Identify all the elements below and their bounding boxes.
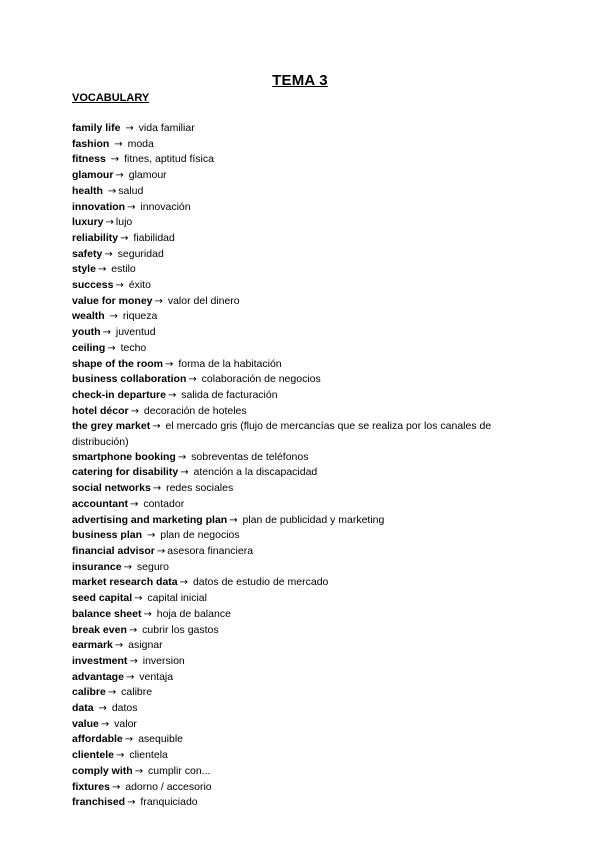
vocabulary-term: accountant <box>72 497 129 510</box>
vocabulary-entry <box>72 341 532 357</box>
vocabulary-entry <box>72 481 532 497</box>
arrow-icon: → <box>125 671 135 683</box>
arrow-icon: → <box>109 311 118 323</box>
arrow-icon: → <box>97 264 107 276</box>
vocabulary-term: catering for disability <box>72 466 179 479</box>
vocabulary-entry <box>72 372 532 388</box>
vocabulary-term: ceiling <box>72 341 106 354</box>
vocabulary-term: style <box>72 263 96 276</box>
vocabulary-translation: techo <box>117 341 147 354</box>
vocabulary-term: advertising and marketing plan <box>72 513 228 526</box>
vocabulary-term: balance sheet <box>72 607 142 620</box>
vocabulary-term: fashion <box>72 137 113 150</box>
arrow-icon: → <box>114 640 124 652</box>
arrow-icon: → <box>107 342 116 354</box>
arrow-icon: → <box>107 185 117 197</box>
vocabulary-translation: datos <box>108 702 138 715</box>
vocabulary-entry <box>72 780 532 796</box>
arrow-icon: → <box>110 154 120 166</box>
vocabulary-entry <box>72 591 532 607</box>
vocabulary-translation: salud <box>118 184 144 197</box>
vocabulary-term: glamour <box>72 169 114 182</box>
vocabulary-term: earmark <box>72 639 113 652</box>
arrow-icon: → <box>127 201 136 213</box>
vocabulary-translation: asesora financiera <box>167 544 254 557</box>
arrow-icon: → <box>134 765 144 777</box>
vocabulary-translation: éxito <box>125 279 151 292</box>
vocabulary-entry <box>72 357 532 373</box>
vocabulary-entry <box>72 607 532 623</box>
arrow-icon: → <box>115 280 124 292</box>
vocabulary-translation: capital inicial <box>144 592 207 605</box>
arrow-icon: → <box>152 483 162 495</box>
vocabulary-term: value <box>72 717 99 730</box>
vocabulary-entry <box>72 748 532 764</box>
arrow-icon: → <box>146 530 156 542</box>
vocabulary-translation: cumplir con... <box>145 764 211 777</box>
arrow-icon: → <box>167 389 177 401</box>
vocabulary-entry <box>72 152 532 168</box>
vocabulary-term: market research data <box>72 576 178 589</box>
vocabulary-translation: estilo <box>108 263 136 276</box>
vocabulary-entry <box>72 200 532 216</box>
vocabulary-term: insurance <box>72 560 122 573</box>
vocabulary-term: data <box>72 702 97 715</box>
vocabulary-translation: sobreventas de teléfonos <box>188 450 309 463</box>
vocabulary-translation: innovación <box>137 200 191 213</box>
vocabulary-entry <box>72 764 532 780</box>
vocabulary-term: innovation <box>72 200 126 213</box>
vocabulary-entry <box>72 247 532 263</box>
vocabulary-translation: valor <box>111 717 137 730</box>
arrow-icon: → <box>115 170 124 182</box>
vocabulary-term: hotel décor <box>72 404 129 417</box>
vocabulary-translation: decoración de hoteles <box>140 404 247 417</box>
vocabulary-translation: redes sociales <box>163 482 234 495</box>
vocabulary-term: business plan <box>72 529 145 542</box>
arrow-icon: → <box>124 734 134 746</box>
arrow-icon: → <box>130 498 139 510</box>
vocabulary-translation: colaboración de negocios <box>198 373 321 386</box>
vocabulary-translation: ventaja <box>136 670 174 683</box>
vocabulary-term: health <box>72 184 106 197</box>
arrow-icon: → <box>100 718 110 730</box>
arrow-icon: → <box>120 232 129 244</box>
vocabulary-translation: lujo <box>115 216 133 229</box>
vocabulary-term: franchised <box>72 796 126 809</box>
arrow-icon: → <box>98 703 107 715</box>
vocabulary-entry <box>72 168 532 184</box>
arrow-icon: → <box>111 781 121 793</box>
vocabulary-translation: plan de negocios <box>157 529 240 542</box>
vocabulary-entry <box>72 670 532 686</box>
vocabulary-term: youth <box>72 326 101 339</box>
vocabulary-entry <box>72 717 532 733</box>
vocabulary-translation: atención a la discapacidad <box>190 466 318 479</box>
arrow-icon: → <box>143 608 152 620</box>
vocabulary-entry <box>72 701 532 717</box>
vocabulary-translation: el mercado gris (flujo de mercancías que se realiza por los canales de distribución) <box>72 420 492 449</box>
vocabulary-translation: franquiciado <box>137 796 198 809</box>
vocabulary-term: family life <box>72 122 124 134</box>
arrow-icon: → <box>180 467 189 479</box>
arrow-icon: → <box>128 624 138 636</box>
vocabulary-term: shape of the room <box>72 357 164 370</box>
vocabulary-entry <box>72 137 532 153</box>
vocabulary-translation: calibre <box>118 686 153 699</box>
vocabulary-term: investment <box>72 654 128 667</box>
vocabulary-translation: seguro <box>134 560 170 573</box>
arrow-icon: → <box>156 545 166 557</box>
arrow-icon: → <box>107 687 117 699</box>
vocabulary-term: social networks <box>72 482 151 495</box>
vocabulary-term: reliability <box>72 231 119 244</box>
vocabulary-translation: asequible <box>135 733 184 746</box>
vocabulary-entry <box>72 560 532 576</box>
arrow-icon: → <box>177 451 187 463</box>
arrow-icon: → <box>129 655 138 667</box>
vocabulary-term: value for money <box>72 294 153 307</box>
vocabulary-translation: fiabilidad <box>130 231 175 244</box>
vocabulary-translation: seguridad <box>114 247 164 260</box>
vocabulary-entry <box>72 795 532 811</box>
arrow-icon: → <box>102 327 111 339</box>
arrow-icon: → <box>116 750 125 762</box>
vocabulary-term: clientele <box>72 749 115 762</box>
vocabulary-translation: moda <box>124 137 154 150</box>
vocabulary-entry <box>72 262 532 278</box>
vocabulary-translation: plan de publicidad y marketing <box>239 513 385 526</box>
vocabulary-term: business collaboration <box>72 373 187 386</box>
vocabulary-term: safety <box>72 247 103 260</box>
arrow-icon: → <box>154 295 163 307</box>
arrow-icon: → <box>229 514 238 526</box>
vocabulary-entry <box>72 215 532 231</box>
vocabulary-term: fitness <box>72 153 109 166</box>
vocabulary-translation: vida familiar <box>135 122 195 134</box>
vocabulary-term: wealth <box>72 310 108 323</box>
arrow-icon: → <box>104 248 113 260</box>
arrow-icon: → <box>134 593 143 605</box>
vocabulary-translation: contador <box>140 497 185 510</box>
vocabulary-translation: datos de estudio de mercado <box>190 576 329 589</box>
vocabulary-translation: cubrir los gastos <box>139 623 219 636</box>
arrow-icon: → <box>114 138 123 150</box>
vocabulary-term: comply with <box>72 764 133 777</box>
vocabulary-entry <box>72 497 532 513</box>
vocabulary-entry <box>72 544 532 560</box>
vocabulary-translation: salida de facturación <box>178 388 278 401</box>
arrow-icon: → <box>123 561 132 573</box>
vocabulary-translation: riqueza <box>119 310 158 323</box>
vocabulary-term: luxury <box>72 216 104 229</box>
vocabulary-entry <box>72 575 532 591</box>
arrow-icon: → <box>188 374 197 386</box>
vocabulary-entry <box>72 388 532 404</box>
vocabulary-translation: adorno / accesorio <box>122 780 212 793</box>
arrow-icon: → <box>127 797 136 809</box>
arrow-icon: → <box>130 405 139 417</box>
arrow-icon: → <box>125 123 134 134</box>
vocabulary-translation: glamour <box>125 169 167 182</box>
vocabulary-translation: valor del dinero <box>164 294 240 307</box>
vocabulary-translation: fitnes, aptitud física <box>121 153 214 166</box>
vocabulary-translation: juventud <box>112 326 156 339</box>
arrow-icon: → <box>165 358 174 370</box>
vocabulary-entry <box>72 732 532 748</box>
vocabulary-term: check-in departure <box>72 388 166 401</box>
vocabulary-translation: inversion <box>139 654 185 667</box>
vocabulary-entry <box>72 623 532 639</box>
vocabulary-term: break even <box>72 623 127 636</box>
vocabulary-entry <box>72 121 532 137</box>
vocabulary-entry <box>72 638 532 654</box>
vocabulary-entry <box>72 184 532 200</box>
vocabulary-entry <box>72 231 532 247</box>
vocabulary-entry <box>72 654 532 670</box>
vocabulary-entry <box>72 513 532 529</box>
vocabulary-term: smartphone booking <box>72 450 176 463</box>
vocabulary-term: affordable <box>72 733 123 746</box>
page-title: TEMA 3 <box>272 72 328 89</box>
vocabulary-entry <box>72 528 532 544</box>
vocabulary-translation: asignar <box>125 639 163 652</box>
arrow-icon: → <box>105 217 114 229</box>
vocabulary-term: success <box>72 279 114 292</box>
vocabulary-entry <box>72 419 532 449</box>
vocabulary-term: calibre <box>72 686 106 699</box>
vocabulary-term: seed capital <box>72 592 133 605</box>
vocabulary-entry <box>72 404 532 420</box>
vocabulary-entry <box>72 294 532 310</box>
vocabulary-term: financial advisor <box>72 544 155 557</box>
arrow-icon: → <box>152 421 161 433</box>
vocabulary-entry <box>72 278 532 294</box>
vocabulary-term: advantage <box>72 670 124 683</box>
vocabulary-term: the grey market <box>72 420 151 433</box>
arrow-icon: → <box>179 577 189 589</box>
vocabulary-entry <box>72 465 532 481</box>
vocabulary-translation: clientela <box>126 749 168 762</box>
vocabulary-translation: forma de la habitación <box>175 357 282 370</box>
vocabulary-term: fixtures <box>72 780 110 793</box>
vocabulary-entry <box>72 450 532 466</box>
vocabulary-entry <box>72 685 532 701</box>
vocabulary-translation: hoja de balance <box>153 607 231 620</box>
section-heading: VOCABULARY <box>72 92 150 104</box>
vocabulary-entry <box>72 309 532 325</box>
vocabulary-list <box>72 121 532 811</box>
vocabulary-entry <box>72 325 532 341</box>
